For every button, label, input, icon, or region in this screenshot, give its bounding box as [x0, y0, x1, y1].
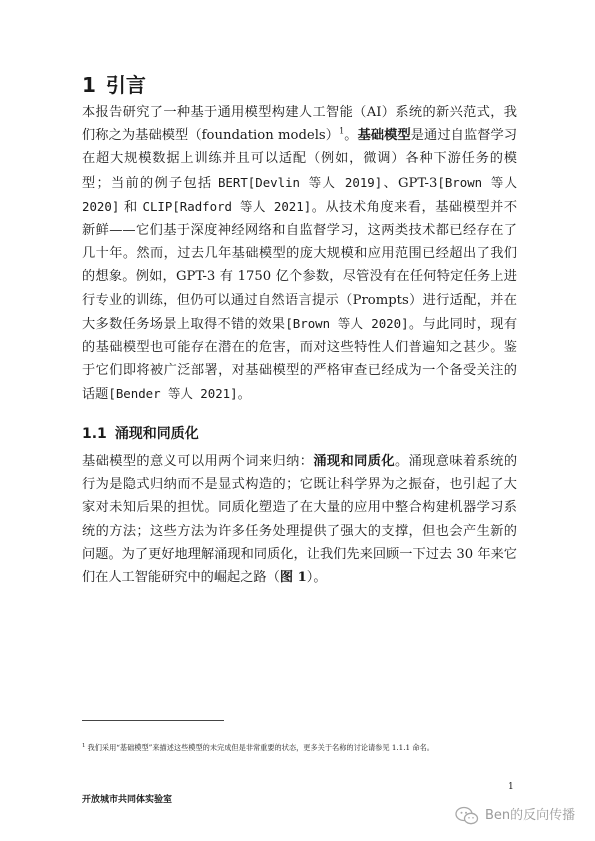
text-run: 。从技术角度来看，基础模型并不新鲜——它们基于深度神经网络和自监督学习，这两类技术都已经存在了几十年。然而，过去几年基础模型的庞大规模和应用范围已经超出了我们的想象。例如，GPT-3 有 1750 亿个参数，尽管没有在任何特定任务上进行专业的训练，但仍可以通过自然语言提示（Prompts）进行适配，并在大多数任务场景上取得不错的效果 — [82, 199, 518, 332]
footnote-ref: 1 — [339, 126, 345, 136]
page-footer: 开放城市共同体实验室 — [82, 795, 173, 805]
text-run: 基础模型 — [357, 128, 411, 144]
wechat-icon — [455, 806, 479, 826]
citation: BERT[Devlin 等人 2019] — [217, 174, 383, 190]
text-run: 。 — [344, 128, 358, 144]
text-run: 。涌现意味着系统的行为是隐式归纳而不是显式构造的；它既让科学界为之振奋，也引起了大家对未知后果的担忧。同质化塑造了在大量的应用中整合构建机器学习系统的方法；这些方法为许多任务处理提供了强大的支撑，但也会产生新的问题。为了更好地理解涌现和同质化，让我们先来回顾一下过去 30 年来它们在人工智能研究中的崛起之路（ — [82, 454, 518, 586]
section-number: 1 — [82, 73, 96, 97]
footnote-marker: 1 — [82, 742, 86, 749]
text-run: 涌现和同质化 — [313, 454, 395, 469]
text-run: 。与此同时，现有的基础模型也可能存在潜在的危害，而对这些特性人们普遍知之甚少。鉴于它们即将被广泛部署，对基础模型的严格审查已经成为一个备受关注的话题 — [82, 316, 518, 403]
citation: [Brown 等人 2020] — [82, 174, 517, 214]
watermark-text: Ben的反向传播 — [485, 808, 576, 823]
text-run: 是通过自监督学习在超大规模数据上训练并且可以适配（例如，微调）各种下游任务的模型；当前的例子包括 — [82, 128, 518, 191]
page-number: 1 — [508, 782, 514, 792]
footnote-text: 我们采用“基础模型”来描述这些模型的未完成但是非常重要的状态，更多关于名称的讨论请参见 1.1.1 命名。 — [87, 743, 434, 752]
emergence-paragraph — [82, 450, 517, 589]
text-run: 和 — [119, 199, 143, 215]
text-run: 。 — [237, 387, 251, 403]
citation: CLIP[Radford 等人 2021] — [142, 198, 312, 214]
subsection-title: 涌现和同质化 — [114, 426, 199, 442]
section-title: 引言 — [105, 73, 146, 97]
text-run: 基础模型的意义可以用两个词来归纳： — [82, 454, 314, 469]
subsection-heading — [82, 424, 199, 444]
footnote-divider — [82, 720, 224, 721]
intro-paragraph — [82, 101, 517, 407]
section-heading — [82, 72, 146, 98]
text-run: ）。 — [306, 570, 327, 586]
footnote — [82, 742, 517, 754]
citation: [Bender 等人 2021] — [108, 386, 238, 402]
text-run: 、GPT-3 — [382, 175, 438, 191]
citation: [Brown 等人 2020] — [285, 315, 409, 331]
text-run: 本报告研究了一种基于通用模型构建人工智能（AI）系统的新兴范式，我们称之为基础模型（foundation models） — [82, 105, 517, 144]
text-run: 图 1 — [279, 570, 307, 586]
watermark — [455, 806, 575, 826]
subsection-number: 1.1 — [82, 426, 107, 442]
